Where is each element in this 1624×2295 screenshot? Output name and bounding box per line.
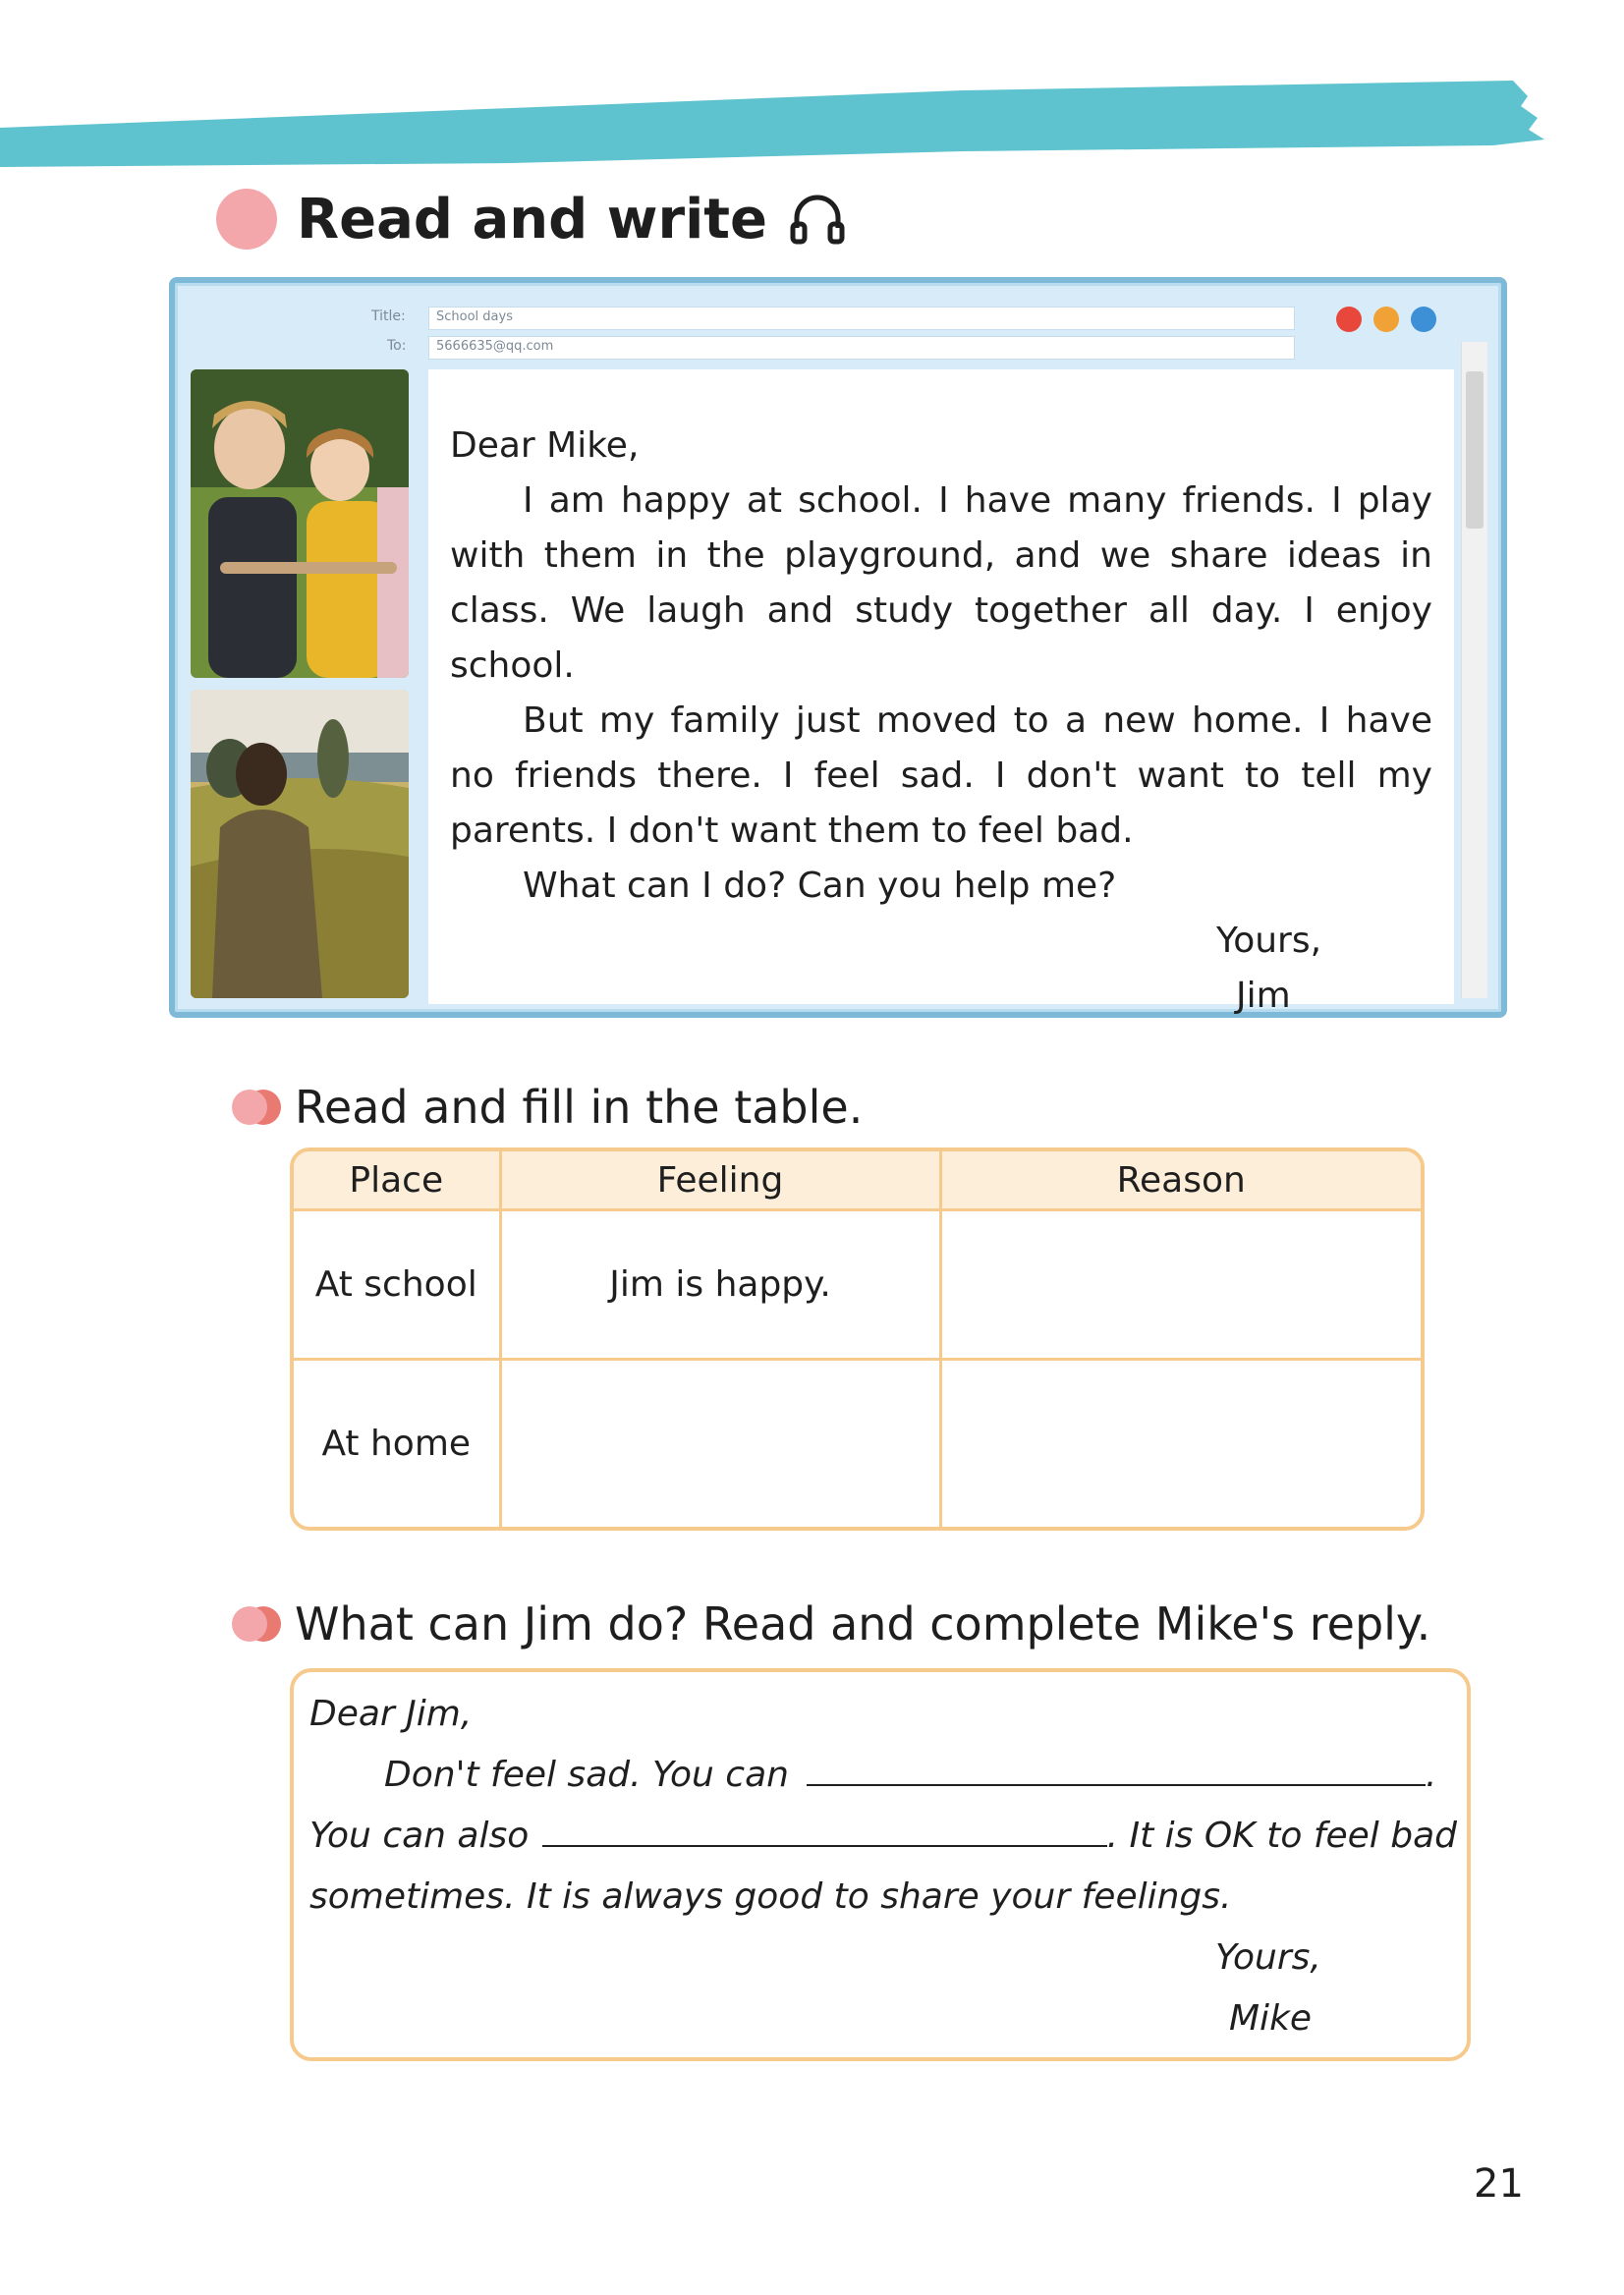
task-bullet-icon — [232, 1090, 281, 1125]
reply-line2-start: You can also — [309, 1816, 530, 1856]
maximize-window-button[interactable] — [1411, 307, 1436, 332]
letter-paragraph: I am happy at school. I have many friends. I play with them in the playground, and we share ideas in class. We laugh and study together all day. I enjoy school. — [450, 480, 1432, 686]
table-task-heading — [232, 1081, 863, 1134]
minimize-window-button[interactable] — [1373, 307, 1399, 332]
reply-line1-start: Don't feel sad. You can — [384, 1755, 789, 1795]
email-scrollbar[interactable] — [1461, 342, 1487, 998]
bullet-dot-icon — [216, 189, 277, 250]
letter-salutation: Dear Mike, — [450, 425, 640, 466]
email-title-value: School days — [436, 309, 513, 324]
table-cell: At school — [294, 1210, 500, 1360]
table-cell: Jim is happy. — [500, 1210, 940, 1360]
table-answer-cell[interactable] — [500, 1360, 940, 1528]
scroll-thumb[interactable] — [1466, 371, 1484, 529]
table-header-reason: Reason — [940, 1151, 1421, 1210]
letter-closing: Yours, — [1216, 921, 1322, 961]
reply-task-instruction: What can Jim do? Read and complete Mike's reply. — [295, 1597, 1431, 1651]
table-answer-cell[interactable] — [940, 1360, 1421, 1528]
section-title: Read and write — [297, 187, 768, 252]
reply-letter — [309, 1684, 1457, 2049]
top-banner — [0, 69, 1552, 177]
close-window-button[interactable] — [1336, 307, 1362, 332]
email-to-value: 5666635@qq.com — [436, 339, 554, 354]
fill-in-table — [290, 1148, 1425, 1531]
headphones-icon[interactable] — [789, 191, 846, 248]
reply-line1-end: . — [1425, 1755, 1437, 1795]
email-title-field[interactable] — [428, 307, 1295, 330]
email-title-label: Title: — [371, 308, 406, 324]
table-cell: At home — [294, 1360, 500, 1528]
email-to-field[interactable] — [428, 336, 1295, 360]
reply-closing: Yours, — [1215, 1937, 1321, 1978]
page-number: 21 — [1474, 2161, 1524, 2207]
table-task-instruction: Read and fill in the table. — [295, 1081, 864, 1134]
reply-line3: sometimes. It is always good to share your feelings. — [309, 1876, 1232, 1917]
letter-signature: Jim — [1236, 976, 1291, 1016]
letter-paragraph: What can I do? Can you help me? — [523, 866, 1117, 906]
table-header-feeling: Feeling — [500, 1151, 940, 1210]
reply-signature: Mike — [1229, 1998, 1313, 2039]
email-letter — [450, 419, 1432, 1024]
letter-paragraph: But my family just moved to a new home. I have no friends there. I feel sad. I don't want to tell my parents. I don't want them to feel bad. — [450, 700, 1432, 851]
photo-boy-in-field — [191, 690, 409, 998]
table-answer-cell[interactable] — [940, 1210, 1421, 1360]
photo-kids-playing — [191, 369, 409, 678]
answer-blank-1[interactable] — [807, 1751, 1426, 1786]
reply-salutation: Dear Jim, — [309, 1694, 473, 1734]
answer-blank-2[interactable] — [542, 1812, 1106, 1847]
reply-line2-end: . It is OK to feel bad — [1106, 1816, 1457, 1856]
table-header-place: Place — [294, 1151, 500, 1210]
reply-task-heading — [232, 1597, 1430, 1651]
email-to-label: To: — [387, 338, 407, 354]
task-bullet-icon — [232, 1606, 281, 1642]
reply-box — [290, 1668, 1471, 2061]
section-heading — [216, 175, 846, 263]
